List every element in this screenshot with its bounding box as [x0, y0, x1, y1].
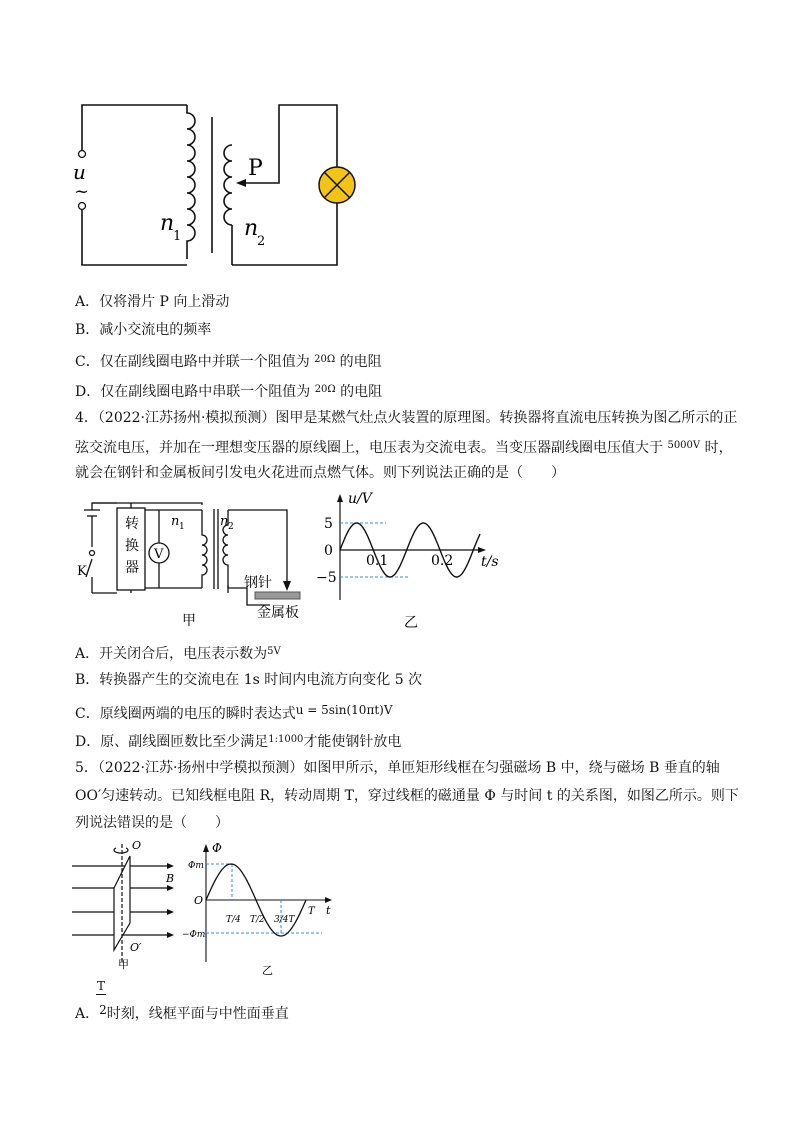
q4-n2-sub: 2 — [228, 522, 234, 532]
q5-stem-line-3: 列说法错误的是（ ） — [75, 815, 229, 831]
q3-option-c-post: 的电阻 — [339, 354, 382, 370]
q4-graph-xlabel: t/s — [481, 554, 499, 570]
q5-fig-yi-caption: 乙 — [262, 964, 273, 977]
q4-fig-yi-caption: 乙 — [404, 615, 418, 631]
q5-fraction-bar — [96, 994, 106, 995]
q4-option-d-pre: D．原、副线圈匝数比至少满足 — [75, 734, 269, 750]
q5-graph-phim: Φm — [188, 861, 204, 871]
q3-option-c-pre: C．仅在副线圈电路中并联一个阻值为 — [75, 354, 310, 370]
n2-label: n — [244, 216, 259, 241]
q4-graph-x2: 0.2 — [431, 553, 454, 569]
n1-sub: 1 — [173, 229, 182, 244]
slider-p-label: P — [248, 156, 263, 181]
q3-option-c[interactable] — [75, 350, 382, 372]
q5-option-a[interactable] — [75, 1000, 289, 1024]
needle-label: 钢针 — [244, 575, 272, 591]
q5-graph-t4: T/4 — [226, 915, 241, 925]
q3-option-d-pre: D．仅在副线圈电路中串联一个阻值为 — [75, 384, 311, 400]
q4-option-b[interactable]: B．转换器产生的交流电在 1s 时间内电流方向变化 5 次 — [75, 672, 423, 688]
axis-o-top-label: O — [132, 839, 142, 852]
q5-option-a-label: A． — [75, 1006, 100, 1022]
q4-option-c[interactable] — [75, 700, 393, 724]
field-b-label: B — [166, 872, 175, 885]
q4-n1-sub: 1 — [179, 522, 185, 532]
q4-stem-line-2 — [75, 436, 733, 458]
q5-stem-line-2: OO′匀速转动。已知线框电阻 R，转动周期 T，穿过线框的磁通量 Φ 与时间 t 的关系图，如图乙所示。则下 — [75, 788, 739, 804]
q4-option-d-post: 才能使钢针放电 — [303, 734, 402, 750]
q4-graph-ymax: 5 — [324, 516, 333, 532]
q5-graph-T: T — [308, 906, 315, 917]
q4-stem-2-pre: 弦交流电压，并加在一理想变压器的原线圈上，电压表为交流电表。当变压器副线圈电压值大于 — [75, 440, 663, 456]
q4-stem-line-1: 4．（2022·江苏扬州·模拟预测）图甲是某燃气灶点火装置的原理图。转换器将直流电压转换为图乙所示的正 — [75, 410, 738, 426]
q3-option-a[interactable]: A．仅将滑片 P 向上滑动 — [75, 294, 230, 310]
metal-plate-icon — [255, 592, 300, 599]
transformer-circuit-figure — [60, 95, 370, 275]
q4-ignition-circuit-figure — [72, 495, 317, 635]
q4-fig-jia-caption: 甲 — [182, 613, 196, 629]
q4-n2-label: n — [220, 514, 229, 529]
q4-graph-yzero: 0 — [324, 543, 333, 559]
q5-option-a-fraction-den: 2 — [99, 1003, 107, 1017]
q5-graph-neg-phim: −Φm — [182, 930, 206, 940]
q4-stem-2-value: 5000V — [667, 440, 701, 451]
q4-stem-line-3: 就会在钢针和金属板间引发电火花进而点燃气体。则下列说法正确的是（ ） — [75, 465, 565, 481]
q5-graph-t: t — [326, 904, 331, 917]
n2-sub: 2 — [257, 234, 266, 249]
q4-option-d[interactable] — [75, 730, 401, 752]
voltmeter-label: V — [154, 547, 164, 562]
q5-graph-t2: T/2 — [250, 915, 265, 925]
switch-k-label: K — [77, 564, 87, 579]
q4-voltage-graph — [316, 490, 506, 635]
q4-option-a-pre: A．开关闭合后，电压表示数为 — [75, 646, 268, 662]
converter-char-3: 器 — [125, 560, 139, 576]
plate-label: 金属板 — [257, 605, 299, 621]
q3-option-b[interactable]: B．减小交流电的频率 — [75, 322, 212, 338]
q4-graph-ymin: −5 — [316, 570, 337, 586]
q4-option-a-value: 5V — [267, 646, 281, 657]
q5-graph-origin: O — [194, 894, 204, 907]
q3-option-d[interactable] — [75, 380, 382, 402]
ac-tilde-label: ~ — [74, 181, 90, 202]
converter-char-1: 转 — [125, 516, 139, 532]
q4-option-c-value: u = 5sin(10πt)V — [295, 703, 393, 717]
voltage-u-label: u — [73, 160, 86, 184]
q4-option-a[interactable] — [75, 642, 281, 664]
q4-stem-2-post: 时， — [704, 440, 733, 456]
q5-graph-t34: 3/4T — [274, 915, 295, 925]
lamp-icon — [319, 167, 355, 203]
converter-char-2: 换 — [125, 538, 139, 554]
q4-graph-x1: 0.1 — [366, 553, 389, 569]
q5-graph-ylabel: Φ — [212, 842, 222, 855]
q4-option-c-pre: C．原线圈两端的电压的瞬时表达式 — [75, 706, 296, 722]
q5-option-a-fraction-num: T — [97, 979, 106, 993]
n1-label: n — [160, 211, 175, 236]
q5-flux-graph — [182, 842, 337, 977]
q3-option-c-value: 20Ω — [314, 354, 336, 365]
q4-graph-ylabel: u/V — [348, 491, 372, 507]
q5-fig-jia-caption: 甲 — [118, 958, 129, 971]
axis-o-bottom-label: O′ — [130, 941, 142, 954]
q4-option-d-value: 1:1000 — [268, 734, 304, 745]
q5-rotating-coil-figure — [70, 838, 185, 973]
q4-n1-label: n — [171, 514, 180, 529]
q3-option-d-post: 的电阻 — [340, 384, 383, 400]
q5-option-a-text: 时刻，线框平面与中性面垂直 — [106, 1006, 289, 1022]
q5-stem-line-1: 5．（2022·江苏·扬州中学模拟预测）如图甲所示，单匝矩形线框在匀强磁场 B 中，绕与磁场 B 垂直的轴 — [75, 760, 720, 776]
q3-option-d-value: 20Ω — [314, 384, 336, 395]
